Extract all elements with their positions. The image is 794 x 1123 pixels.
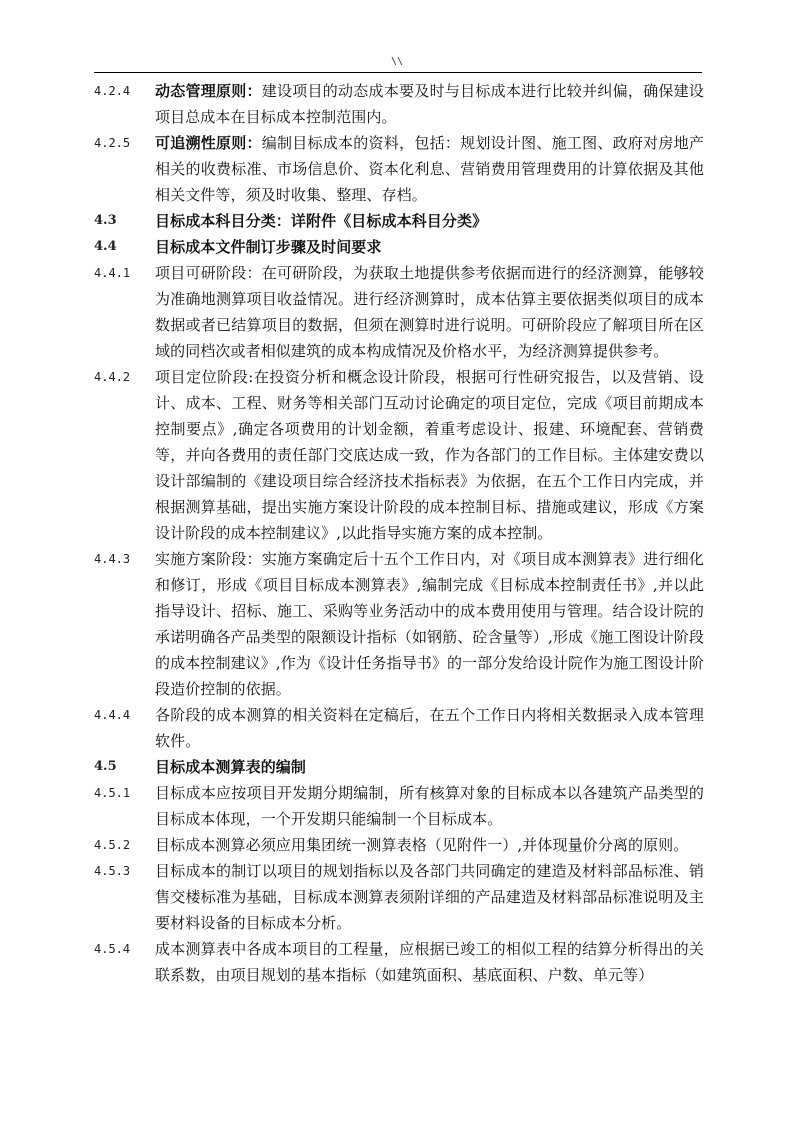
- clause-text: [155, 130, 704, 208]
- clause-text: [155, 78, 704, 130]
- section-number: 4.3: [94, 213, 117, 228]
- clause-body: 成本测算表中各成本项目的工程量，应根据已竣工的相似工程的结算分析得出的关联系数，由项目规划的基本指标（如建筑面积、基底面积、户数、单元等）: [155, 940, 704, 984]
- clause-number: 4.5.2: [94, 838, 131, 852]
- clause-number: 4.4.1: [94, 266, 131, 280]
- clause-body: 实施方案阶段：实施方案确定后十五个工作日内，对《项目成本测算表》进行细化和修订，形成《项目目标成本测算表》,编制完成《目标成本控制责任书》,并以此指导设计、招标、施工、采购等业务活动中的成本费用使用与管理。结合设计院的承诺明确各产品类型的限额设计指标（如钢筋、砼含量等）,形成《施工图设计阶段的成本控制建议》,作为《设计任务指导书》的一部分发给设计院作为施工图设计阶段造价控制的依据。: [155, 550, 704, 698]
- clause-number: 4.4.3: [94, 552, 131, 566]
- clause-4-4-4: [94, 702, 704, 754]
- clause-number: 4.5.3: [94, 864, 131, 878]
- clause-body: 编制目标成本的资料，包括：规划设计图、施工图、政府对房地产相关的收费标准、市场信息价、资本化利息、营销费用管理费用的计算依据及其他相关文件等，须及时收集、整理、存档。: [155, 134, 704, 204]
- clause-body: 项目可研阶段：在可研阶段，为获取土地提供参考依据而进行的经济测算，能够较为准确地测算项目收益情况。进行经济测算时，成本估算主要依据类似项目的成本数据或者已结算项目的数据，但须在测算时进行说明。可研阶段应了解项目所在区域的同档次或者相似建筑的成本构成情况及价格水平，为经济测算提供参考。: [155, 264, 704, 360]
- clause-body: 各阶段的成本测算的相关资料在定稿后，在五个工作日内将相关数据录入成本管理软件。: [155, 706, 704, 750]
- section-number: 4.5: [94, 759, 117, 774]
- section-heading: 目标成本文件制订步骤及时间要求: [155, 238, 382, 256]
- header-rule: [94, 72, 702, 73]
- clause-body: 目标成本应按项目开发期分期编制，所有核算对象的目标成本以各建筑产品类型的目标成本体现，一个开发期只能编制一个目标成本。: [155, 784, 704, 828]
- clause-number: 4.4.4: [94, 708, 131, 722]
- section-heading: 目标成本科目分类：详附件《目标成本科目分类》: [155, 212, 488, 230]
- section-4-5: [94, 754, 704, 780]
- clause-body: 建设项目的动态成本要及时与目标成本进行比较并纠偏，确保建设项目总成本在目标成本控制范围内。: [155, 82, 704, 126]
- clause-4-2-5: [94, 130, 704, 208]
- clause-body: 目标成本测算必须应用集团统一测算表格（见附件一）,并体现量价分离的原则。: [155, 836, 689, 854]
- clause-4-5-4: [94, 936, 704, 988]
- clause-4-5-2: [94, 832, 704, 858]
- clause-number: 4.5.4: [94, 942, 131, 956]
- section-4-3: [94, 208, 704, 234]
- section-4-4: [94, 234, 704, 260]
- clause-4-2-4: [94, 78, 704, 130]
- clause-4-4-1: [94, 260, 704, 364]
- page-header-mark: \\: [390, 56, 404, 67]
- clause-4-4-3: [94, 546, 704, 702]
- clause-body: 项目定位阶段:在投资分析和概念设计阶段，根据可行性研究报告，以及营销、设计、成本、工程、财务等相关部门互动讨论确定的项目定位，完成《项目前期成本控制要点》,确定各项费用的计划金额，着重考虑设计、报建、环境配套、营销费等，并向各费用的责任部门交底达成一致，作为各部门的工作目标。主体建安费以设计部编制的《建设项目综合经济技术指标表》为依据，在五个工作日内完成，并根据测算基础，提出实施方案设计阶段的成本控制目标、措施或建议，形成《方案设计阶段的成本控制建议》,以此指导实施方案的成本控制。: [155, 368, 704, 542]
- clause-body: 目标成本的制订以项目的规划指标以及各部门共同确定的建造及材料部品标准、销售交楼标准为基础，目标成本测算表须附详细的产品建造及材料部品标准说明及主要材料设备的目标成本分析。: [155, 862, 704, 932]
- clause-number: 4.5.1: [94, 786, 131, 800]
- clause-4-5-1: [94, 780, 704, 832]
- document-body: [94, 78, 704, 988]
- clause-emphasis: 动态管理原则：: [155, 82, 262, 100]
- section-heading: 目标成本测算表的编制: [155, 758, 307, 776]
- section-number: 4.4: [94, 239, 117, 254]
- clause-number: 4.2.5: [94, 136, 131, 150]
- clause-emphasis: 可追溯性原则：: [155, 134, 262, 152]
- clause-number: 4.4.2: [94, 370, 131, 384]
- clause-4-4-2: [94, 364, 704, 546]
- clause-number: 4.2.4: [94, 84, 131, 98]
- clause-4-5-3: [94, 858, 704, 936]
